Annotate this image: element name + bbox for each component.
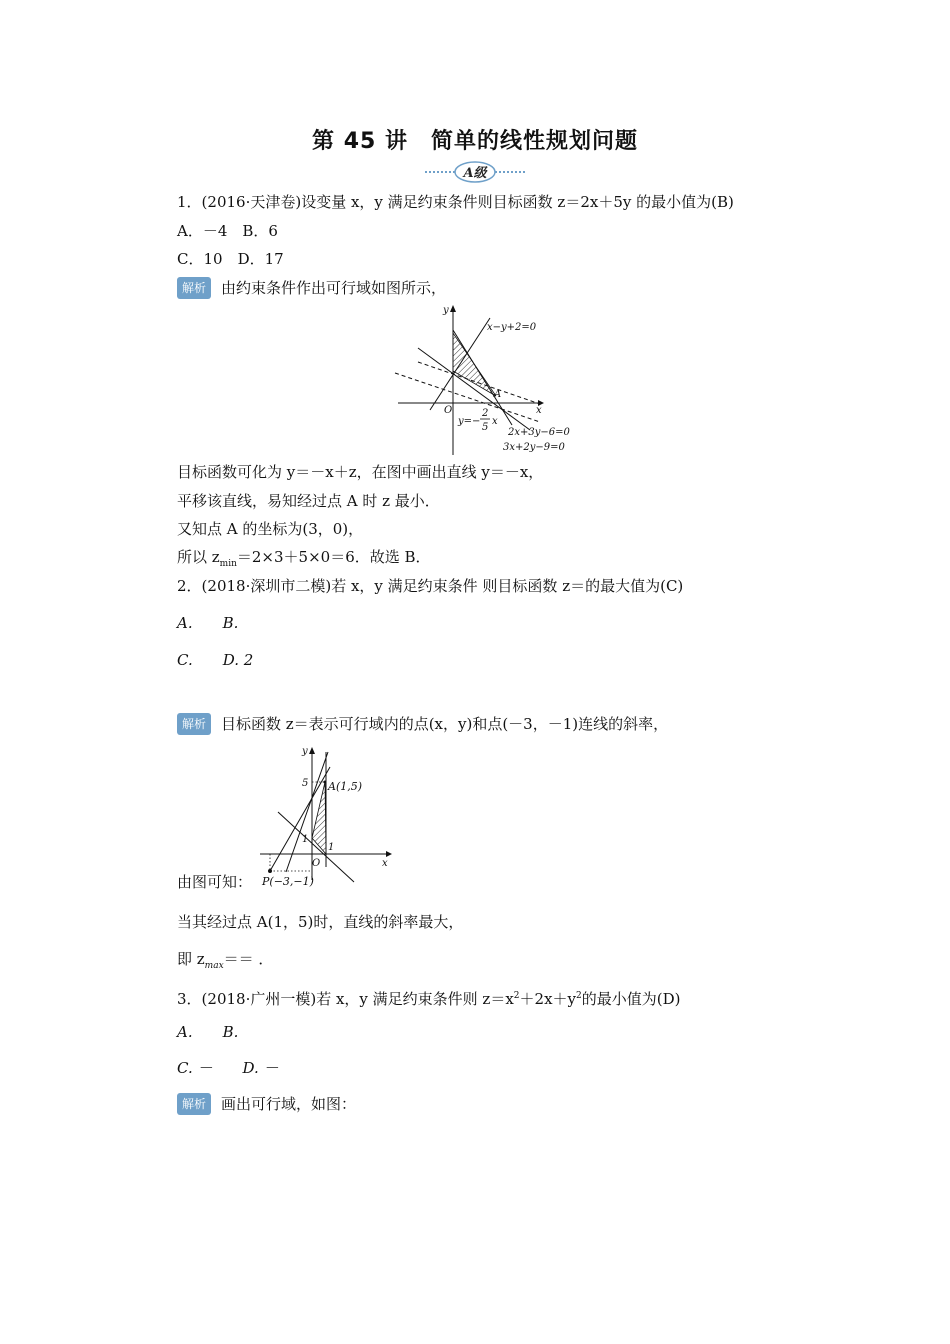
tick-1-x: 1: [328, 842, 335, 853]
tick-5: 5: [302, 778, 309, 789]
q2-solution-intro-text: 目标函数 z＝表示可行域内的点(x，y)和点(－3，－1)连线的斜率，: [221, 715, 669, 733]
objective-dashed-line-1: [395, 373, 540, 422]
y-axis-label: y: [443, 305, 449, 316]
q1-options-ab: A．－4 B．6: [177, 222, 278, 240]
label-3x-2y-9: 3x+2y−9=0: [503, 442, 565, 453]
q1-solution-intro: [177, 277, 446, 299]
point-a-label: A(1,5): [328, 780, 363, 793]
point-a: [324, 781, 327, 784]
q3-sup-2: 2: [576, 991, 582, 1001]
q1-solution-line-4-post: ＝2×3＋5×0＝6．故选 B．: [236, 548, 431, 566]
q1-feasible-region-figure: [390, 300, 600, 460]
origin-label: O: [444, 405, 453, 416]
line-x-y-2: [430, 318, 490, 410]
y-axis-arrow: [309, 747, 315, 754]
label-frac-var: x: [492, 416, 498, 427]
q2-options-cd: C. D. 2: [177, 651, 254, 669]
q3-stem-pre: 3．(2018·广州一模)若 x，y 满足约束条件则 z＝x: [177, 990, 514, 1008]
q1-options-cd: C．10 D．17: [177, 250, 284, 268]
q1-solution-line-3: 又知点 A 的坐标为(3，0)，: [177, 520, 364, 538]
q1-solution-line-4-pre: 所以 z: [177, 548, 220, 566]
x-axis-label: x: [536, 405, 542, 416]
label-y-eq: y=−: [458, 416, 481, 427]
q2-solution-line-2-post: ＝＝ ．: [223, 950, 274, 968]
q2-solution-intro: [177, 713, 668, 735]
origin-label: O: [312, 858, 321, 869]
y-axis-arrow: [450, 305, 456, 312]
q3-solution-intro: [177, 1093, 356, 1115]
q1-solution-intro-text: 由约束条件作出可行域如图所示，: [221, 279, 447, 297]
q3-stem-post: 的最小值为(D): [581, 990, 681, 1008]
point-p: [268, 869, 272, 873]
solution-tag: 解析: [177, 713, 211, 735]
q2-stem: 2．(2018·深圳市二模)若 x，y 满足约束条件 则目标函数 z＝的最大值为(C): [177, 577, 684, 595]
tick-1-y: 1: [302, 834, 309, 845]
q2-options-ab: A. B.: [177, 614, 239, 632]
q2-solution-line-2: [177, 949, 273, 976]
q3-solution-intro-text: 画出可行域，如图：: [221, 1095, 357, 1113]
label-x-y-2: x−y+2=0: [487, 322, 537, 333]
q3-options-cd: C. － D. －: [177, 1059, 279, 1077]
label-frac-num: 2: [482, 408, 489, 419]
q1-solution-line-2: 平移该直线，易知经过点 A 时 z 最小．: [177, 492, 440, 510]
q1-stem: 1．(2016·天津卷)设变量 x，y 满足约束条件则目标函数 z＝2x＋5y 的最小值为(B): [177, 193, 734, 211]
q1-solution-line-4: [177, 547, 431, 574]
q2-solution-line-2-pre: 即 z: [177, 950, 205, 968]
q3-options-ab: A. B.: [177, 1023, 239, 1041]
label-frac-den: 5: [482, 422, 489, 433]
point-p-label: P(−3,−1): [262, 875, 314, 888]
q3-stem-mid: ＋2x＋y: [519, 990, 577, 1008]
y-axis-label: y: [302, 746, 308, 757]
solution-tag: 解析: [177, 277, 211, 299]
point-a-label: A: [494, 389, 502, 400]
objective-dashed-line-2: [418, 362, 540, 404]
level-badge-label: A级: [463, 166, 487, 181]
q3-sup-1: 2: [513, 991, 520, 1001]
x-axis-label: x: [382, 858, 388, 869]
solution-tag: 解析: [177, 1093, 211, 1115]
level-badge: [425, 160, 525, 184]
q2-from-figure: 由图可知：: [177, 873, 253, 891]
x-axis-arrow: [386, 851, 392, 857]
q2-feasible-region-figure: [250, 742, 400, 890]
q1-solution-line-1: 目标函数可化为 y＝－x＋z，在图中画出直线 y＝－x，: [177, 463, 544, 481]
q3-stem: [177, 986, 680, 1009]
label-2x-3y-6: 2x+3y−6=0: [508, 427, 570, 438]
q2-solution-line-1: 当其经过点 A(1，5)时，直线的斜率最大，: [177, 913, 464, 931]
page-title: 第 45 讲 简单的线性规划问题: [312, 129, 638, 154]
q2-solution-max-sub: max: [204, 961, 224, 971]
q1-solution-min-sub: min: [219, 559, 237, 569]
